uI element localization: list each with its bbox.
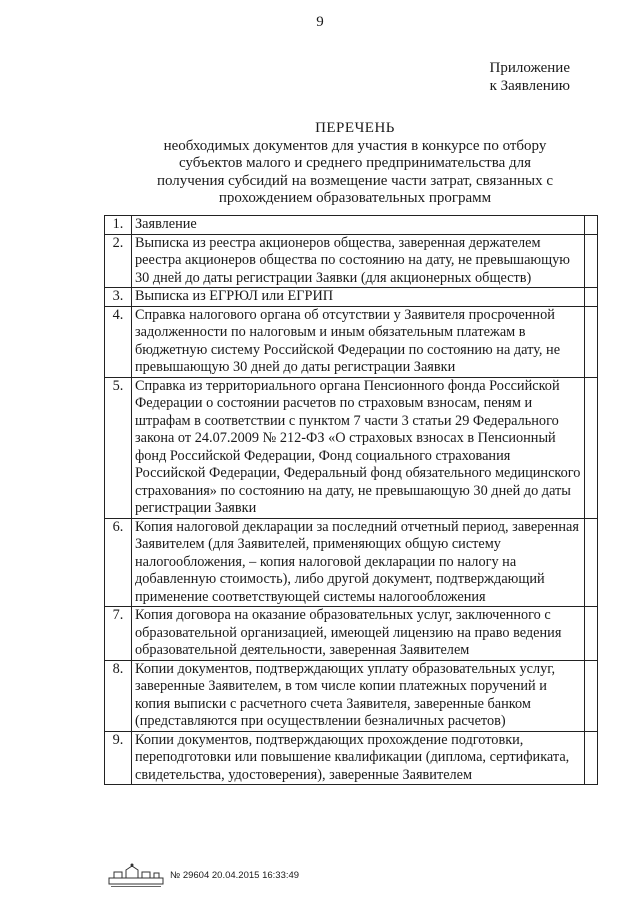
row-text: Справка налогового органа об отсутствии у Заявителя просроченной задолженности по налоговым и иным обязательным платежам в бюджетную систему Российской Федерации по состоянию на дату, не превышающую 30 дней до даты регистрации Заявки <box>132 306 585 377</box>
appendix-line-1: Приложение <box>489 60 570 76</box>
title-line-2: субъектов малого и среднего предпринимательства для <box>178 155 532 171</box>
row-number: 5. <box>105 377 132 518</box>
row-text: Справка из территориального органа Пенсионного фонда Российской Федерации о состоянии расчетов по страховым взносам, пеням и штрафам в соответствии с пунктом 7 части 3 статьи 29 Федерального закона от 24.07.2009 № 212-ФЗ «О страховых взносах в Пенсионный фонд Российской Федерации, Фонд социального страхования Российской Федерации, Федеральный фонд обязательного медицинского страхования» по состоянию на дату, не превышающую 30 дней до даты регистрации Заявки <box>132 377 585 518</box>
row-number: 4. <box>105 306 132 377</box>
registration-number: № 29604 20.04.2015 16:33:49 <box>170 869 300 881</box>
table-row <box>105 288 598 307</box>
table-row <box>105 660 598 731</box>
row-mark-cell <box>585 731 598 785</box>
table-row <box>105 306 598 377</box>
row-number: 9. <box>105 731 132 785</box>
appendix-label <box>489 59 570 95</box>
row-mark-cell <box>585 216 598 235</box>
appendix-line-2: к Заявлению <box>489 78 570 94</box>
row-mark-cell <box>585 288 598 307</box>
registration-footer <box>108 862 299 888</box>
row-text: Выписка из реестра акционеров общества, заверенная держателем реестра акционеров общества по состоянию на дату, не превышающую 30 дней до даты регистрации Заявки (для акционерных обществ) <box>132 234 585 288</box>
table-row <box>105 216 598 235</box>
table-row <box>105 234 598 288</box>
row-mark-cell <box>585 660 598 731</box>
title-line-4: прохождением образовательных программ <box>218 190 492 206</box>
row-mark-cell <box>585 518 598 607</box>
row-number: 7. <box>105 607 132 661</box>
row-number: 8. <box>105 660 132 731</box>
row-number: 6. <box>105 518 132 607</box>
title-heading: ПЕРЕЧЕНЬ <box>315 120 395 136</box>
row-mark-cell <box>585 306 598 377</box>
row-mark-cell <box>585 607 598 661</box>
row-text: Заявление <box>132 216 585 235</box>
row-mark-cell <box>585 234 598 288</box>
row-text: Выписка из ЕГРЮЛ или ЕГРИП <box>132 288 585 307</box>
page-number: 9 <box>316 14 324 30</box>
documents-table <box>104 215 598 785</box>
row-number: 2. <box>105 234 132 288</box>
table-row <box>105 607 598 661</box>
row-number: 1. <box>105 216 132 235</box>
table-row <box>105 518 598 607</box>
row-number: 3. <box>105 288 132 307</box>
table-row <box>105 377 598 518</box>
seal-stamp-icon <box>108 862 164 888</box>
row-text: Копия налоговой декларации за последний отчетный период, заверенная Заявителем (для Заявителей, применяющих общую систему налогообложения, – копия налоговой декларации по налогу на добавленную стоимость), либо другой документ, подтверждающий применение соответствующей системы налогообложения <box>132 518 585 607</box>
row-mark-cell <box>585 377 598 518</box>
row-text: Копии документов, подтверждающих уплату образовательных услуг, заверенные Заявителем, в том числе копии платежных поручений и копия выписки с расчетного счета Заявителя, заверенные банком (представляются при осуществлении безналичных расчетов) <box>132 660 585 731</box>
row-text: Копия договора на оказание образовательных услуг, заключенного с образовательной организацией, имеющей лицензию на право ведения образовательной деятельности, заверенная Заявителем <box>132 607 585 661</box>
table-row <box>105 731 598 785</box>
row-text: Копии документов, подтверждающих прохождение подготовки, переподготовки или повышение квалификации (диплома, сертификата, свидетельства, удостоверения), заверенные Заявителем <box>132 731 585 785</box>
title-line-1: необходимых документов для участия в конкурсе по отбору <box>163 137 547 154</box>
document-title <box>150 120 560 208</box>
title-line-3: получения субсидий на возмещение части затрат, связанных с <box>156 172 554 189</box>
